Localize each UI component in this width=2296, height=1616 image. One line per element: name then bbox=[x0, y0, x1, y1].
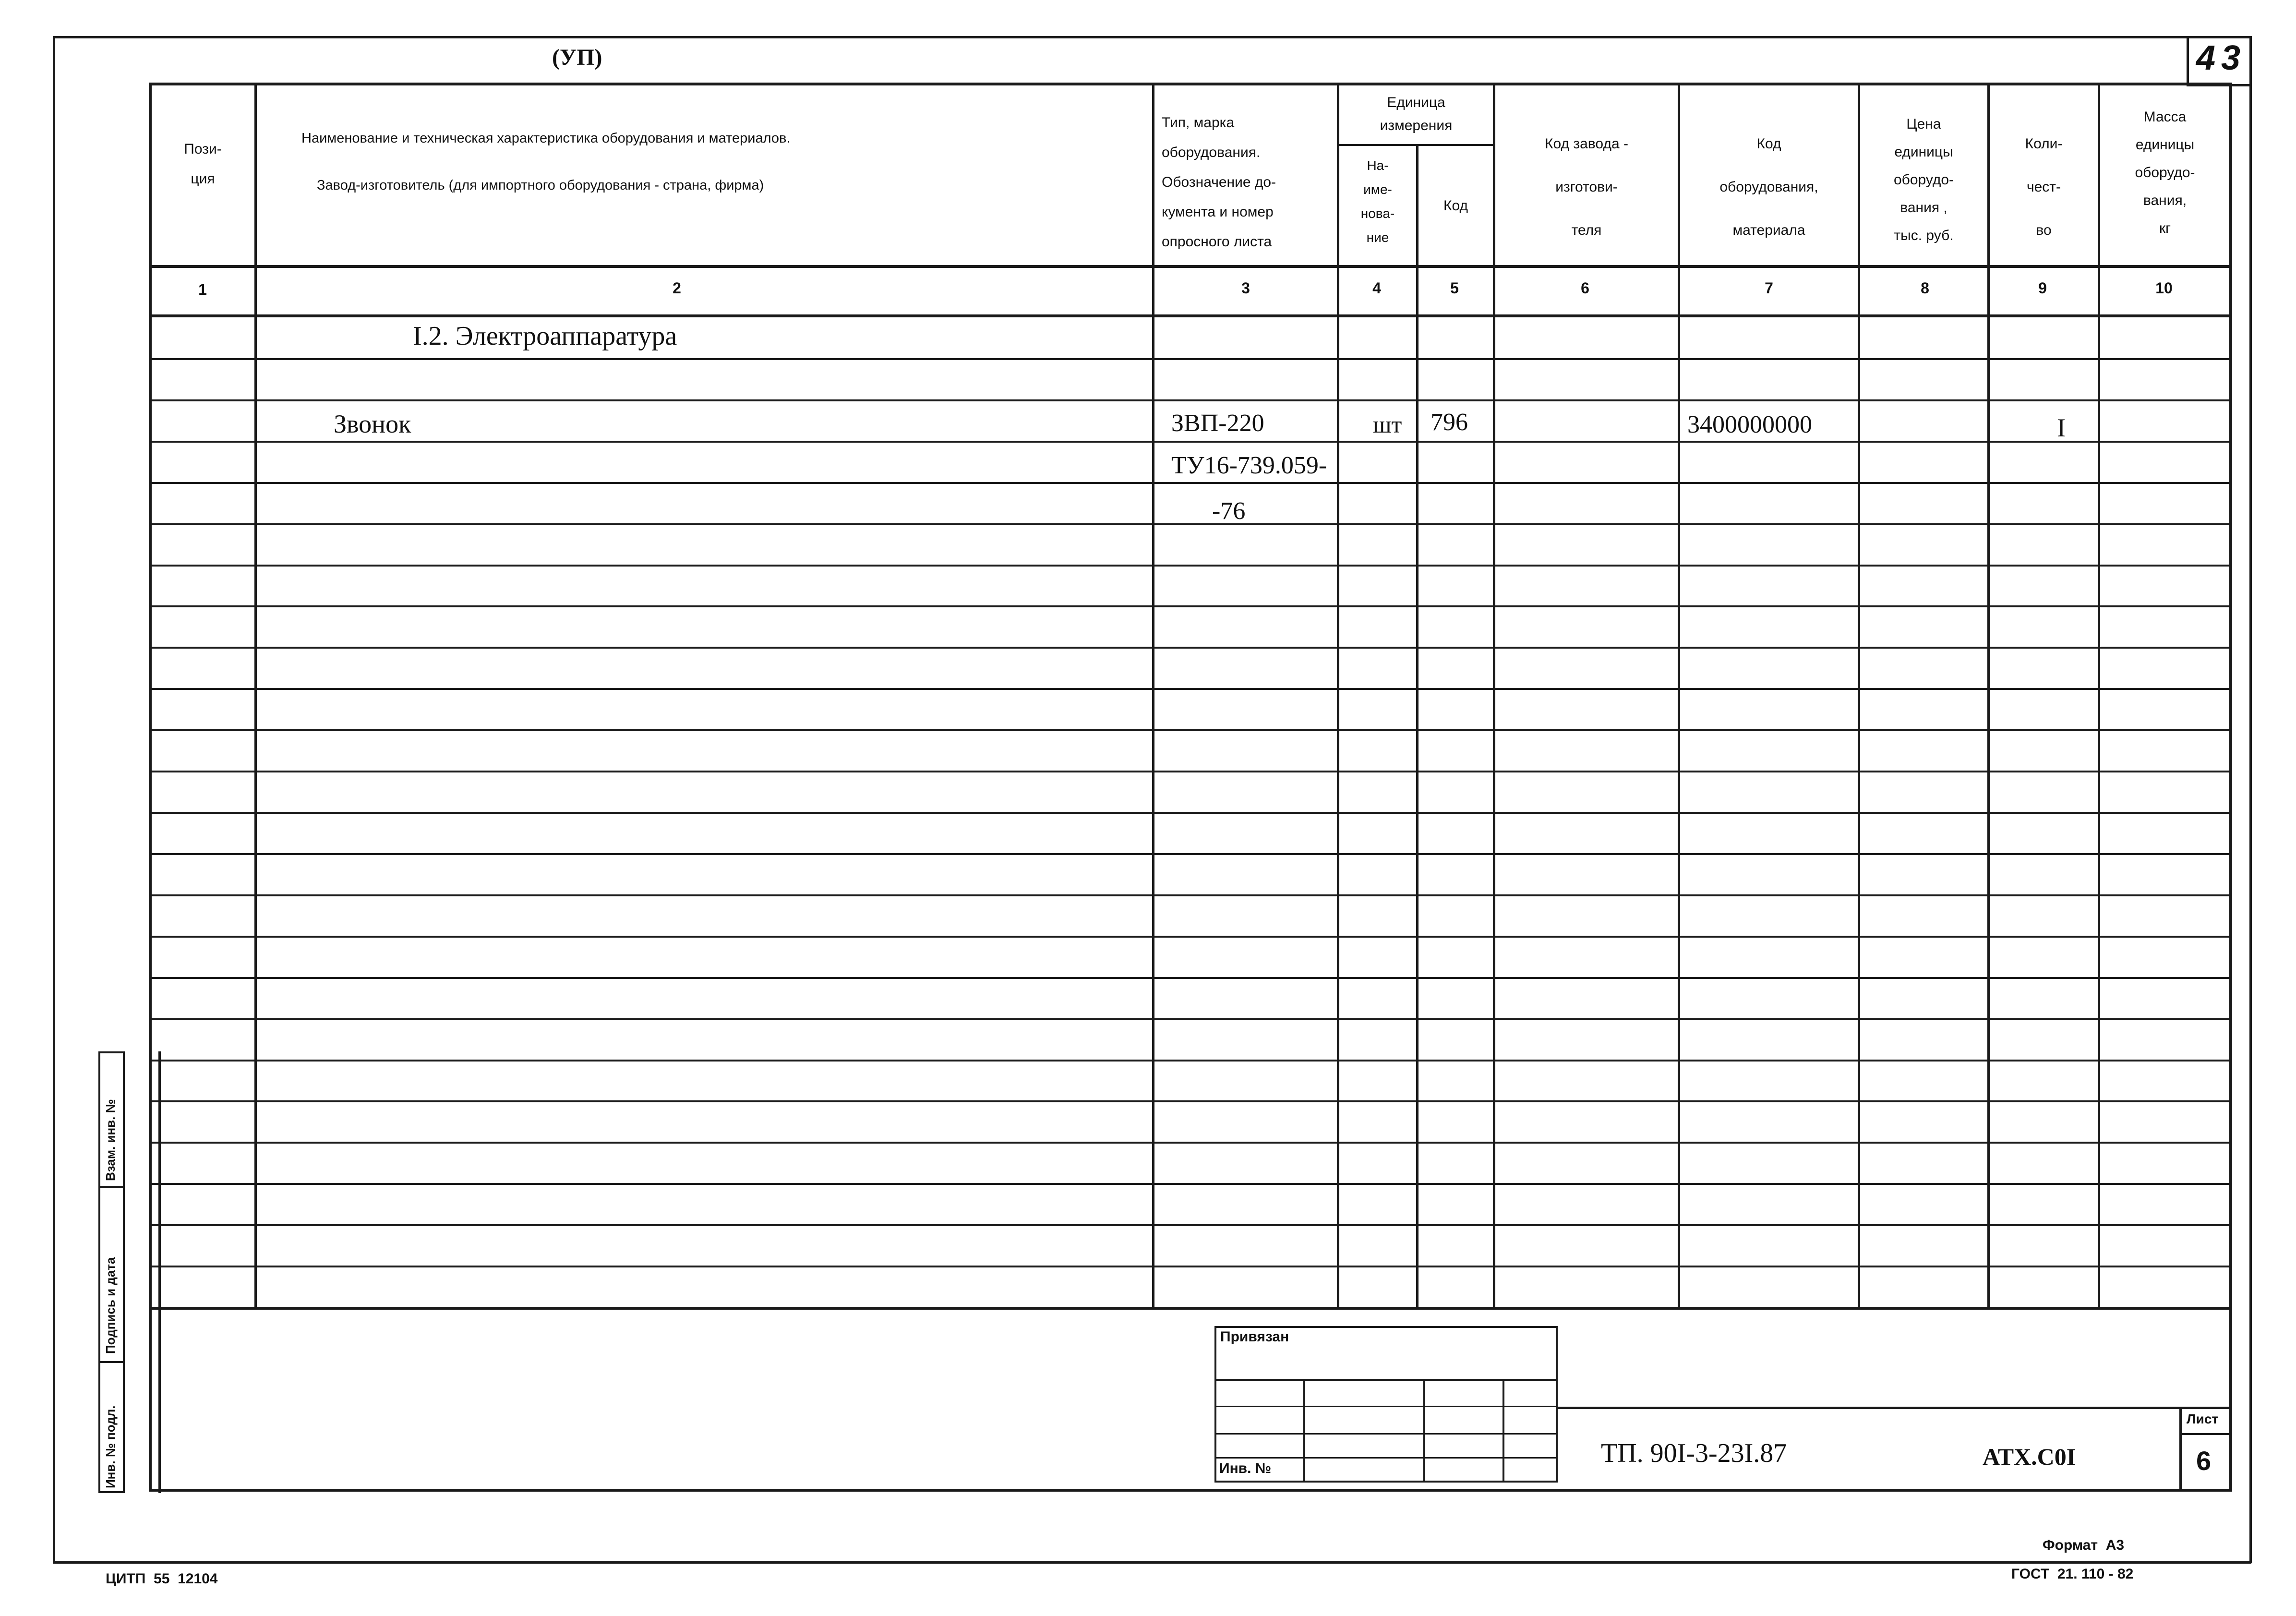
header-price: Цена единицы оборудо- вания , тыс. руб. bbox=[1893, 116, 1954, 243]
bound-col-3 bbox=[1503, 1379, 1504, 1483]
sheet-number: 6 bbox=[2196, 1446, 2212, 1476]
col-line-8 bbox=[1987, 83, 1990, 1309]
table-row-line bbox=[149, 358, 2232, 360]
bound-box bbox=[1214, 1326, 1558, 1483]
colnum-bottom-line bbox=[149, 314, 2232, 317]
outer-border-bottom bbox=[53, 1561, 2251, 1564]
footer-left-code: ЦИТП 55 12104 bbox=[106, 1571, 218, 1587]
table-row-line bbox=[149, 894, 2232, 896]
header-unit-code: Код bbox=[1443, 198, 1468, 214]
header-mass: Масса единицы оборудо- вания, кг bbox=[2135, 109, 2195, 236]
header-position: Пози- ция bbox=[184, 141, 222, 187]
outer-border-left bbox=[53, 36, 55, 1563]
table-row-line bbox=[149, 936, 2232, 938]
bound-line-2 bbox=[1214, 1406, 1558, 1407]
col-line-2 bbox=[1152, 83, 1154, 1309]
sheet-label: Лист bbox=[2187, 1411, 2219, 1426]
bound-col-1 bbox=[1303, 1379, 1305, 1483]
col-line-6 bbox=[1678, 83, 1680, 1309]
colnum-5: 5 bbox=[1450, 279, 1459, 297]
colnum-3: 3 bbox=[1241, 279, 1250, 297]
item-material-code: 3400000000 bbox=[1687, 411, 1812, 438]
binding-divider-1 bbox=[98, 1186, 125, 1188]
table-row-line bbox=[149, 1224, 2232, 1226]
item-quantity: I bbox=[2057, 413, 2066, 442]
table-row-line bbox=[149, 647, 2232, 649]
section-title: I.2. Электроаппаратура bbox=[413, 321, 677, 351]
col-line-10 bbox=[2230, 83, 2232, 1309]
header-name-line2: Завод-изготовитель (для импортного оборудования - страна, фирма) bbox=[317, 178, 764, 193]
header-quantity: Коли- чест- во bbox=[2025, 136, 2063, 238]
col-line-5 bbox=[1493, 83, 1495, 1309]
side-label-replaced: Взам. инв. № bbox=[103, 1099, 118, 1181]
colnum-8: 8 bbox=[1921, 279, 1929, 297]
colnum-4: 4 bbox=[1372, 279, 1381, 297]
colnum-10: 10 bbox=[2155, 279, 2173, 297]
table-row-line bbox=[149, 441, 2232, 443]
col-line-1 bbox=[254, 83, 257, 1309]
table-row-line bbox=[149, 729, 2232, 731]
table-row-line bbox=[149, 1183, 2232, 1185]
table-row-line bbox=[149, 523, 2232, 525]
doc-code-top-line bbox=[1558, 1407, 2232, 1409]
item-name: Звонок bbox=[334, 410, 411, 438]
sheet-box-divider bbox=[2179, 1433, 2232, 1435]
item-type-2: ТУ16-739.059- bbox=[1171, 452, 1327, 479]
colnum-6: 6 bbox=[1581, 279, 1589, 297]
inv-label: Инв. № bbox=[1219, 1460, 1272, 1476]
table-row-line bbox=[149, 688, 2232, 690]
side-label-signature: Подпись и дата bbox=[103, 1257, 118, 1354]
outer-border-right bbox=[2249, 36, 2252, 1563]
header-unit-group: Единица измерения bbox=[1380, 95, 1453, 133]
bound-line-3 bbox=[1214, 1433, 1558, 1435]
outer-border-top bbox=[53, 36, 2251, 38]
header-type: Тип, марка оборудования. Обозначение до- кумента и номер опросного листа bbox=[1162, 115, 1276, 250]
col-line-7 bbox=[1858, 83, 1860, 1309]
table-row-line bbox=[149, 977, 2232, 979]
table-row-line bbox=[149, 399, 2232, 401]
colnum-1: 1 bbox=[198, 281, 207, 298]
col-line-9 bbox=[2098, 83, 2100, 1309]
side-label-inventory: Инв. № подл. bbox=[103, 1405, 118, 1488]
item-unit: шт bbox=[1373, 411, 1402, 438]
table-row-line bbox=[149, 1060, 2232, 1061]
bound-line-1 bbox=[1214, 1379, 1558, 1381]
table-row-line bbox=[149, 1100, 2232, 1102]
table-row-line bbox=[149, 1018, 2232, 1020]
document-code: ТП. 90I-3-23I.87 bbox=[1601, 1438, 1787, 1468]
header-bottom-line bbox=[149, 265, 2232, 268]
top-code: (УП) bbox=[552, 45, 602, 70]
colnum-9: 9 bbox=[2038, 279, 2047, 297]
table-row-line bbox=[149, 1142, 2232, 1144]
col-line-4 bbox=[1416, 144, 1418, 1309]
table-row-line bbox=[149, 1266, 2232, 1267]
colnum-7: 7 bbox=[1765, 279, 1773, 297]
header-plant-code: Код завода - изготови- теля bbox=[1545, 136, 1628, 238]
page-number: 43 bbox=[2196, 39, 2247, 77]
table-row-line bbox=[149, 482, 2232, 484]
sheet-code: АТХ.С0I bbox=[1983, 1443, 2076, 1470]
table-row-line bbox=[149, 812, 2232, 814]
header-unit-name: На- име- нова- ние bbox=[1360, 158, 1395, 245]
binding-divider-2 bbox=[98, 1361, 125, 1363]
colnum-2: 2 bbox=[673, 279, 681, 297]
item-type-3: -76 bbox=[1212, 497, 1246, 525]
bound-label: Привязан bbox=[1220, 1329, 1289, 1345]
footer-format: Формат А3 bbox=[2043, 1537, 2125, 1553]
table-row-line bbox=[149, 565, 2232, 567]
bound-col-2 bbox=[1423, 1379, 1425, 1483]
item-unit-code: 796 bbox=[1430, 409, 1468, 436]
header-name-line1: Наименование и техническая характеристика оборудования и материалов. bbox=[301, 131, 791, 146]
table-row-line bbox=[149, 771, 2232, 772]
stamp-frame bbox=[158, 1307, 2232, 1492]
header-equipment-code: Код оборудования, материала bbox=[1719, 136, 1818, 238]
footer-gost: ГОСТ 21. 110 - 82 bbox=[2011, 1566, 2134, 1582]
table-row-line bbox=[149, 605, 2232, 607]
table-row-line bbox=[149, 853, 2232, 855]
col-line-3 bbox=[1337, 83, 1339, 1309]
unit-group-divider bbox=[1337, 144, 1495, 146]
bound-line-4 bbox=[1214, 1457, 1558, 1459]
item-type-1: ЗВП-220 bbox=[1171, 410, 1264, 437]
